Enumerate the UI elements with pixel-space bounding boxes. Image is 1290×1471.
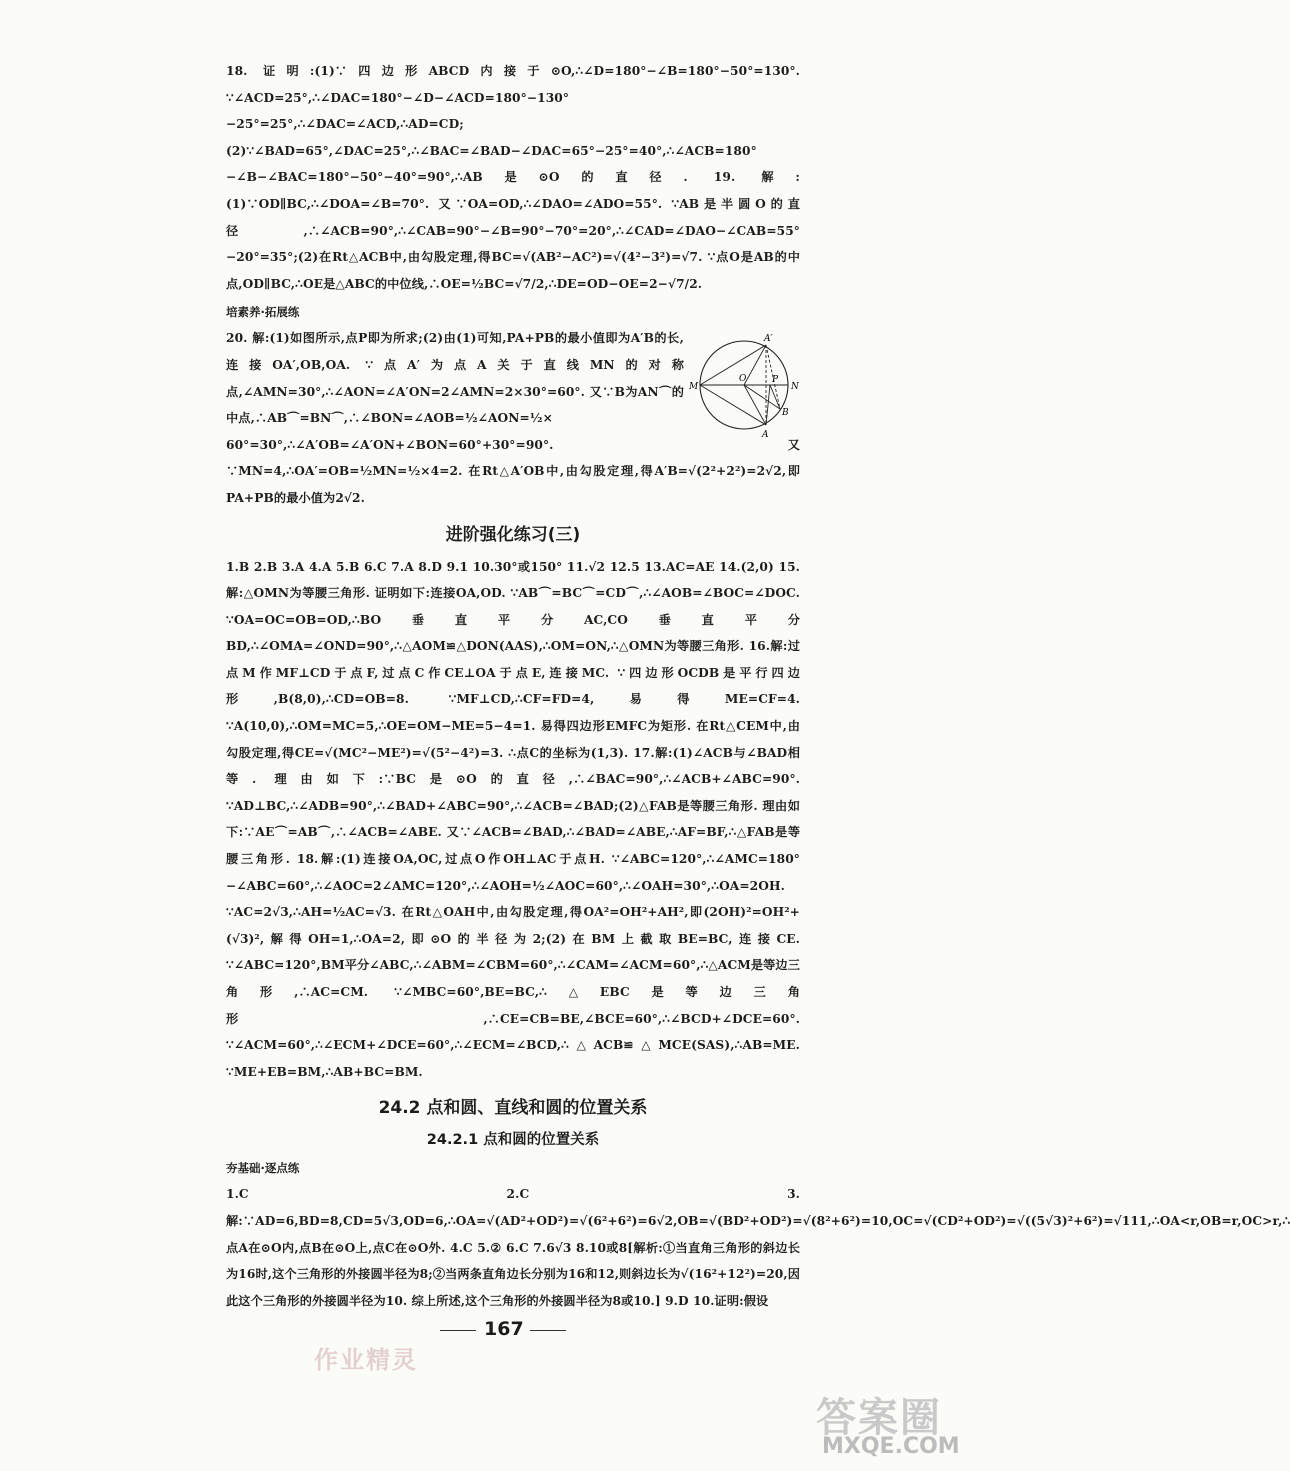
label-B: B [782, 408, 789, 419]
line-AP [766, 385, 770, 425]
page-number: 167 [484, 1318, 524, 1340]
line-OA-prime [744, 345, 766, 385]
answers-basic: 1.C 2.C 3.解:∵AD=6,BD=8,CD=5√3,OD=6,∴OA=√(AD²+OD²)=√(6²+6²)=6√2,OB=√(BD²+OD²)=√(8²+6²)=10,OC=√(CD²+OD²)=√((5√3)²+6²)=√111,∴OA<r,OB=r,OC>r,∴点A在⊙O内,点B在⊙O上,点C在⊙O外. 4.C 5.② 6.C 7.6√3 8.10或8[解析:①当直角三角形的斜边长为16时,这个三角形的外接圆半径为8;②当两条直角边长分别为16和12,则斜边长为√(16²+12²)=20,因此这个三角形的外接圆半径为10. 综上所述,这个三角形的外接圆半径为8或10.] 9.D 10.证明:假设 [226, 1187, 1290, 1308]
answers-advanced: 1.B 2.B 3.A 4.A 5.B 6.C 7.A 8.D 9.1 10.30°或150° 11.√2 12.5 13.AC=AE 14.(2,0) 15.解:△OMN为等腰三角形. 证明如下:连接OA,OD. ∵AB⌒=BC⌒=CD⌒,∴∠AOB=∠BOC=∠DOC. ∵OA=OC=OB=OD,∴BO垂直平分AC,CO垂直平分BD,∴∠OMA=∠OND=90°,∴△AOM≌△DON(AAS),∴OM=ON,∴△OMN为等腰三角形. 16.解:过点M作MF⊥CD于点F,过点C作CE⊥OA于点E,连接MC. ∵四边形OCDB是平行四边形,B(8,0),∴CD=OB=8. ∵MF⊥CD,∴CF=FD=4,易得ME=CF=4. ∵A(10,0),∴OM=MC=5,∴OE=OM−ME=5−4=1. 易得四边形EMFC为矩形. 在Rt△CEM中,由勾股定理,得CE=√(MC²−ME²)=√(5²−4²)=3. ∴点C的坐标为(1,3). 17.解:(1)∠ACB与∠BAD相等. 理由如下:∵BC是⊙O的直径,∴∠BAC=90°,∴∠ACB+∠ABC=90°. ∵AD⊥BC,∴∠ADB=90°,∴∠BAD+∠ABC=90°,∴∠ACB=∠BAD;(2)△FAB是等腰三角形. 理由如下:∵AE⌒=AB⌒,∴∠ACB=∠ABE. 又∵∠ACB=∠BAD,∴∠BAD=∠ABE,∴AF=BF,∴△FAB是等腰三角形. 18.解:(1)连接OA,OC,过点O作OH⊥AC于点H. ∵∠ABC=120°,∴∠AMC=180°−∠ABC=60°,∴∠AOC=2∠AMC=120°,∴∠AOH=½∠AOC=60°,∴∠OAH=30°,∴OA=2OH. ∵AC=2√3,∴AH=½AC=√3. 在Rt△OAH中,由勾股定理,得OA²=OH²+AH²,即(2OH)²=OH²+(√3)²,解得OH=1,∴OA=2,即⊙O的半径为2;(2)在BM上截取BE=BC,连接CE. ∵∠ABC=120°,BM平分∠ABC,∴∠ABM=∠CBM=60°,∴∠CAM=∠ACM=60°,∴△ACM是等边三角形,∴AC=CM. ∵∠MBC=60°,BE=BC,∴△EBC是等边三角形,∴CE=CB=BE,∠BCE=60°,∴∠BCD+∠DCE=60°. ∵∠ACM=60°,∴∠ECM+∠DCE=60°,∴∠ECM=∠BCD,∴△ACB≌△MCE(SAS),∴AB=ME. ∵ME+EB=BM,∴AB+BC=BM. [226, 559, 800, 1079]
answer-20-block [226, 325, 800, 511]
answer-18-19: 18. 证明:(1)∵四边形ABCD内接于⊙O,∴∠D=180°−∠B=180°−50°=130°. ∵∠ACD=25°,∴∠DAC=180°−∠D−∠ACD=180°−130°−25°=25°,∴∠DAC=∠ACD,∴AD=CD;(2)∵∠BAD=65°,∠DAC=25°,∴∠BAC=∠BAD−∠DAC=65°−25°=40°,∴∠ACB=180°−∠B−∠BAC=180°−50°−40°=90°,∴AB是⊙O的直径. 19. 解:(1)∵OD∥BC,∴∠DOA=∠B=70°. 又∵OA=OD,∴∠DAO=∠ADO=55°. ∵AB是半圆O的直径,∴∠ACB=90°,∴∠CAB=90°−∠B=90°−70°=20°,∴∠CAD=∠DAO−∠CAB=55°−20°=35°;(2)在Rt△ACB中,由勾股定理,得BC=√(AB²−AC²)=√(4²−3²)=√7. ∵点O是AB的中点,OD∥BC,∴OE是△ABC的中位线,∴OE=½BC=√7/2,∴DE=OD−OE=2−√7/2. [226, 64, 800, 291]
watermark-right-cn: 答案圈 [816, 1395, 942, 1441]
page-number-dash-right [530, 1330, 566, 1331]
answer-20-part2: 60°=30°,∴∠A′OB=∠A′ON+∠BON=60°+30°=90°. 又∵MN=4,∴OA′=OB=½MN=½×4=2. 在Rt△A′OB中,由勾股定理,得A′B=√(2²+2²)=2√2,即PA+PB的最小值为2√2. [226, 437, 800, 505]
label-A-prime: A′ [764, 334, 773, 345]
watermark-right-en: MXQE.COM [822, 1434, 960, 1459]
page-number-dash-left [440, 1330, 476, 1331]
label-O: O [739, 374, 747, 385]
line-MA-prime [700, 345, 766, 385]
answer-page [226, 58, 1290, 1314]
line-MA [700, 385, 766, 425]
watermark-right [816, 1386, 996, 1466]
label-A: A [762, 430, 769, 441]
title-section-24-2-1: 24.2.1 点和圆的位置关系 [426, 1132, 600, 1149]
section-head-basic: 夯基础·逐点练 [226, 1161, 300, 1176]
label-N: N [791, 382, 799, 393]
title-advanced-practice: 进阶强化练习(三) [445, 524, 581, 545]
label-P: P [772, 375, 779, 386]
watermark-left: 作业精灵 [314, 1345, 418, 1374]
answer-20-part1: 20. 解:(1)如图所示,点P即为所求;(2)由(1)可知,PA+PB的最小值即为A′B的长,连接OA′,OB,OA. ∵点A′为点A关于直线MN的对称点,∠AMN=30°,∴∠AON=∠A′ON=2∠AMN=2×30°=60°. 又∵B为AN⌒的中点,∴AB⌒=BN⌒,∴∠BON=∠AOB=½∠AON=½× [226, 331, 684, 426]
title-section-24-2: 24.2 点和圆、直线和圆的位置关系 [378, 1098, 648, 1119]
line-OA [744, 385, 766, 425]
section-head-expand: 培素养·拓展练 [226, 305, 300, 320]
label-M: M [689, 382, 699, 393]
circle-figure [684, 329, 804, 441]
page-footer [0, 1318, 1000, 1378]
